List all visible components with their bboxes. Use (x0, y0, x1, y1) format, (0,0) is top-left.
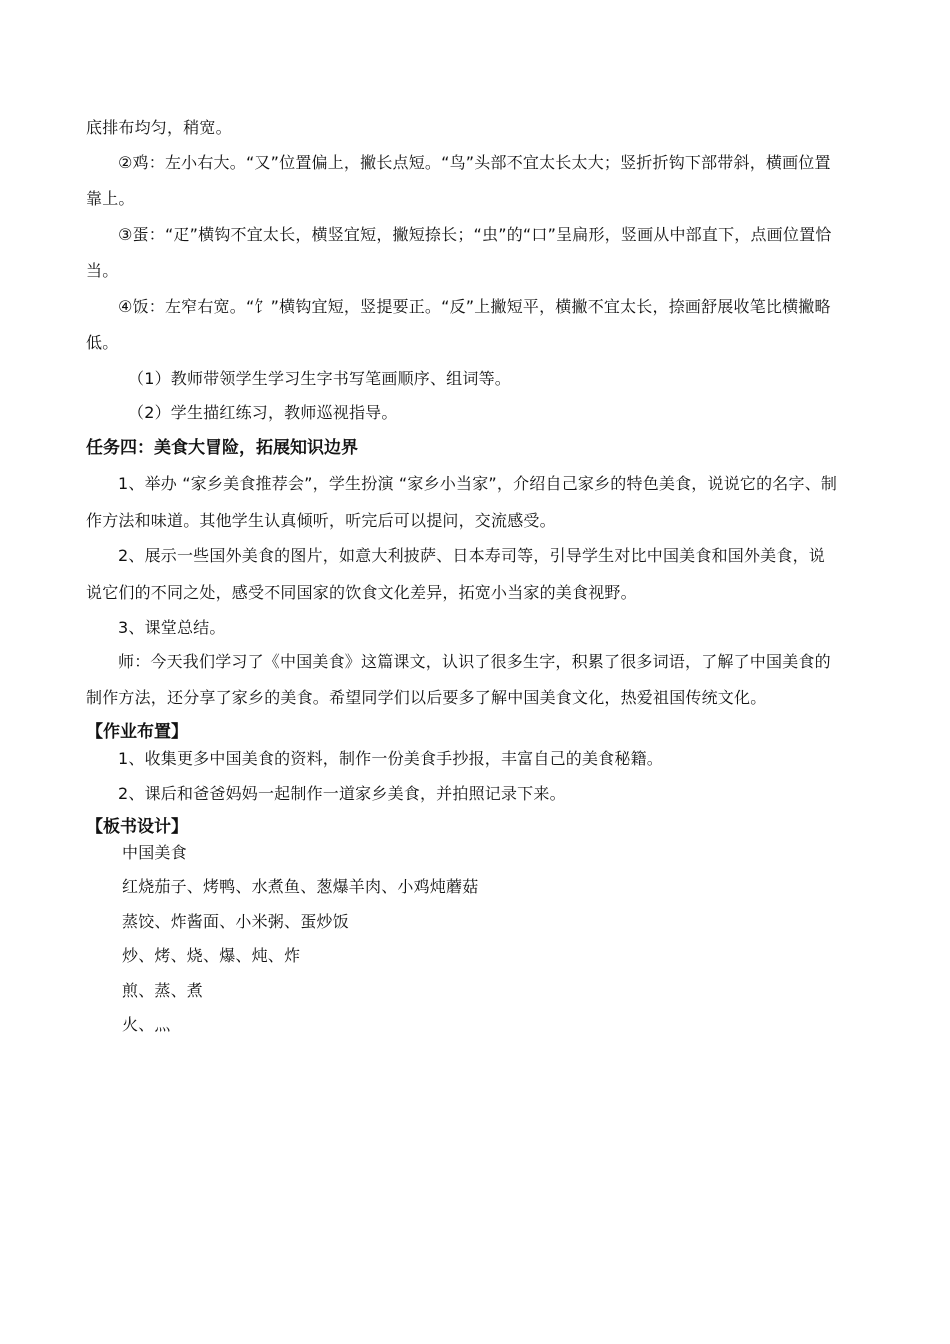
board-row-5: 火、灬 (122, 1015, 171, 1034)
writing-fan-line-2: 低。 (86, 333, 119, 352)
writing-dan-line-2: 当。 (86, 261, 119, 280)
board-title: 中国美食 (122, 843, 187, 862)
board-row-3: 炒、烤、烧、爆、炖、炸 (122, 946, 301, 965)
board-row-4: 煎、蒸、煮 (122, 981, 204, 1000)
writing-dan-line-1: ③蛋：“疋”横钩不宜太长，横竖宜短，撇短捺长；“虫”的“口”呈扁形，竖画从中部直下，点画位置恰 (118, 225, 832, 244)
task4-summary-line-1: 师：今天我们学习了《中国美食》这篇课文，认识了很多生字，积累了很多词语，了解了中国美食的 (118, 652, 831, 671)
homework-heading: 【作业布置】 (86, 722, 188, 742)
task4-item-2-line-2: 说它们的不同之处，感受不同国家的饮食文化差异，拓宽小当家的美食视野。 (86, 583, 637, 602)
homework-item-2: 2、课后和爸爸妈妈一起制作一道家乡美食，并拍照记录下来。 (118, 784, 566, 803)
board-heading: 【板书设计】 (86, 817, 188, 837)
writing-ji-line-1: ②鸡：左小右大。“又”位置偏上，撇长点短。“鸟”头部不宜太长太大；竖折折钩下部带斜，横画位置 (118, 153, 831, 172)
task4-item-1-line-1: 1、举办 “家乡美食推荐会”，学生扮演 “家乡小当家”，介绍自己家乡的特色美食，说说它的名字、制 (118, 474, 838, 493)
homework-item-1: 1、收集更多中国美食的资料，制作一份美食手抄报，丰富自己的美食秘籍。 (118, 749, 663, 768)
task4-item-2-line-1: 2、展示一些国外美食的图片，如意大利披萨、日本寿司等，引导学生对比中国美食和国外美食，说 (118, 546, 825, 565)
writing-line-0: 底排布均匀，稍宽。 (86, 118, 232, 137)
task4-heading: 任务四：美食大冒险，拓展知识边界 (86, 438, 358, 458)
task4-item-3: 3、课堂总结。 (118, 618, 226, 637)
writing-step-1: （1）教师带领学生学习生字书写笔画顺序、组词等。 (128, 369, 511, 388)
task4-summary-line-2: 制作方法，还分享了家乡的美食。希望同学们以后要多了解中国美食文化，热爱祖国传统文化。 (86, 688, 767, 707)
board-row-2: 蒸饺、炸酱面、小米粥、蛋炒饭 (122, 912, 349, 931)
writing-step-2: （2）学生描红练习，教师巡视指导。 (128, 403, 398, 422)
writing-ji-line-2: 靠上。 (86, 189, 135, 208)
task4-item-1-line-2: 作方法和味道。其他学生认真倾听，听完后可以提问，交流感受。 (86, 511, 556, 530)
writing-fan-line-1: ④饭：左窄右宽。“饣”横钩宜短，竖提要正。“反”上撇短平，横撇不宜太长，捺画舒展收笔比横撇略 (118, 297, 831, 316)
board-row-1: 红烧茄子、烤鸭、水煮鱼、葱爆羊肉、小鸡炖蘑菇 (122, 877, 479, 896)
